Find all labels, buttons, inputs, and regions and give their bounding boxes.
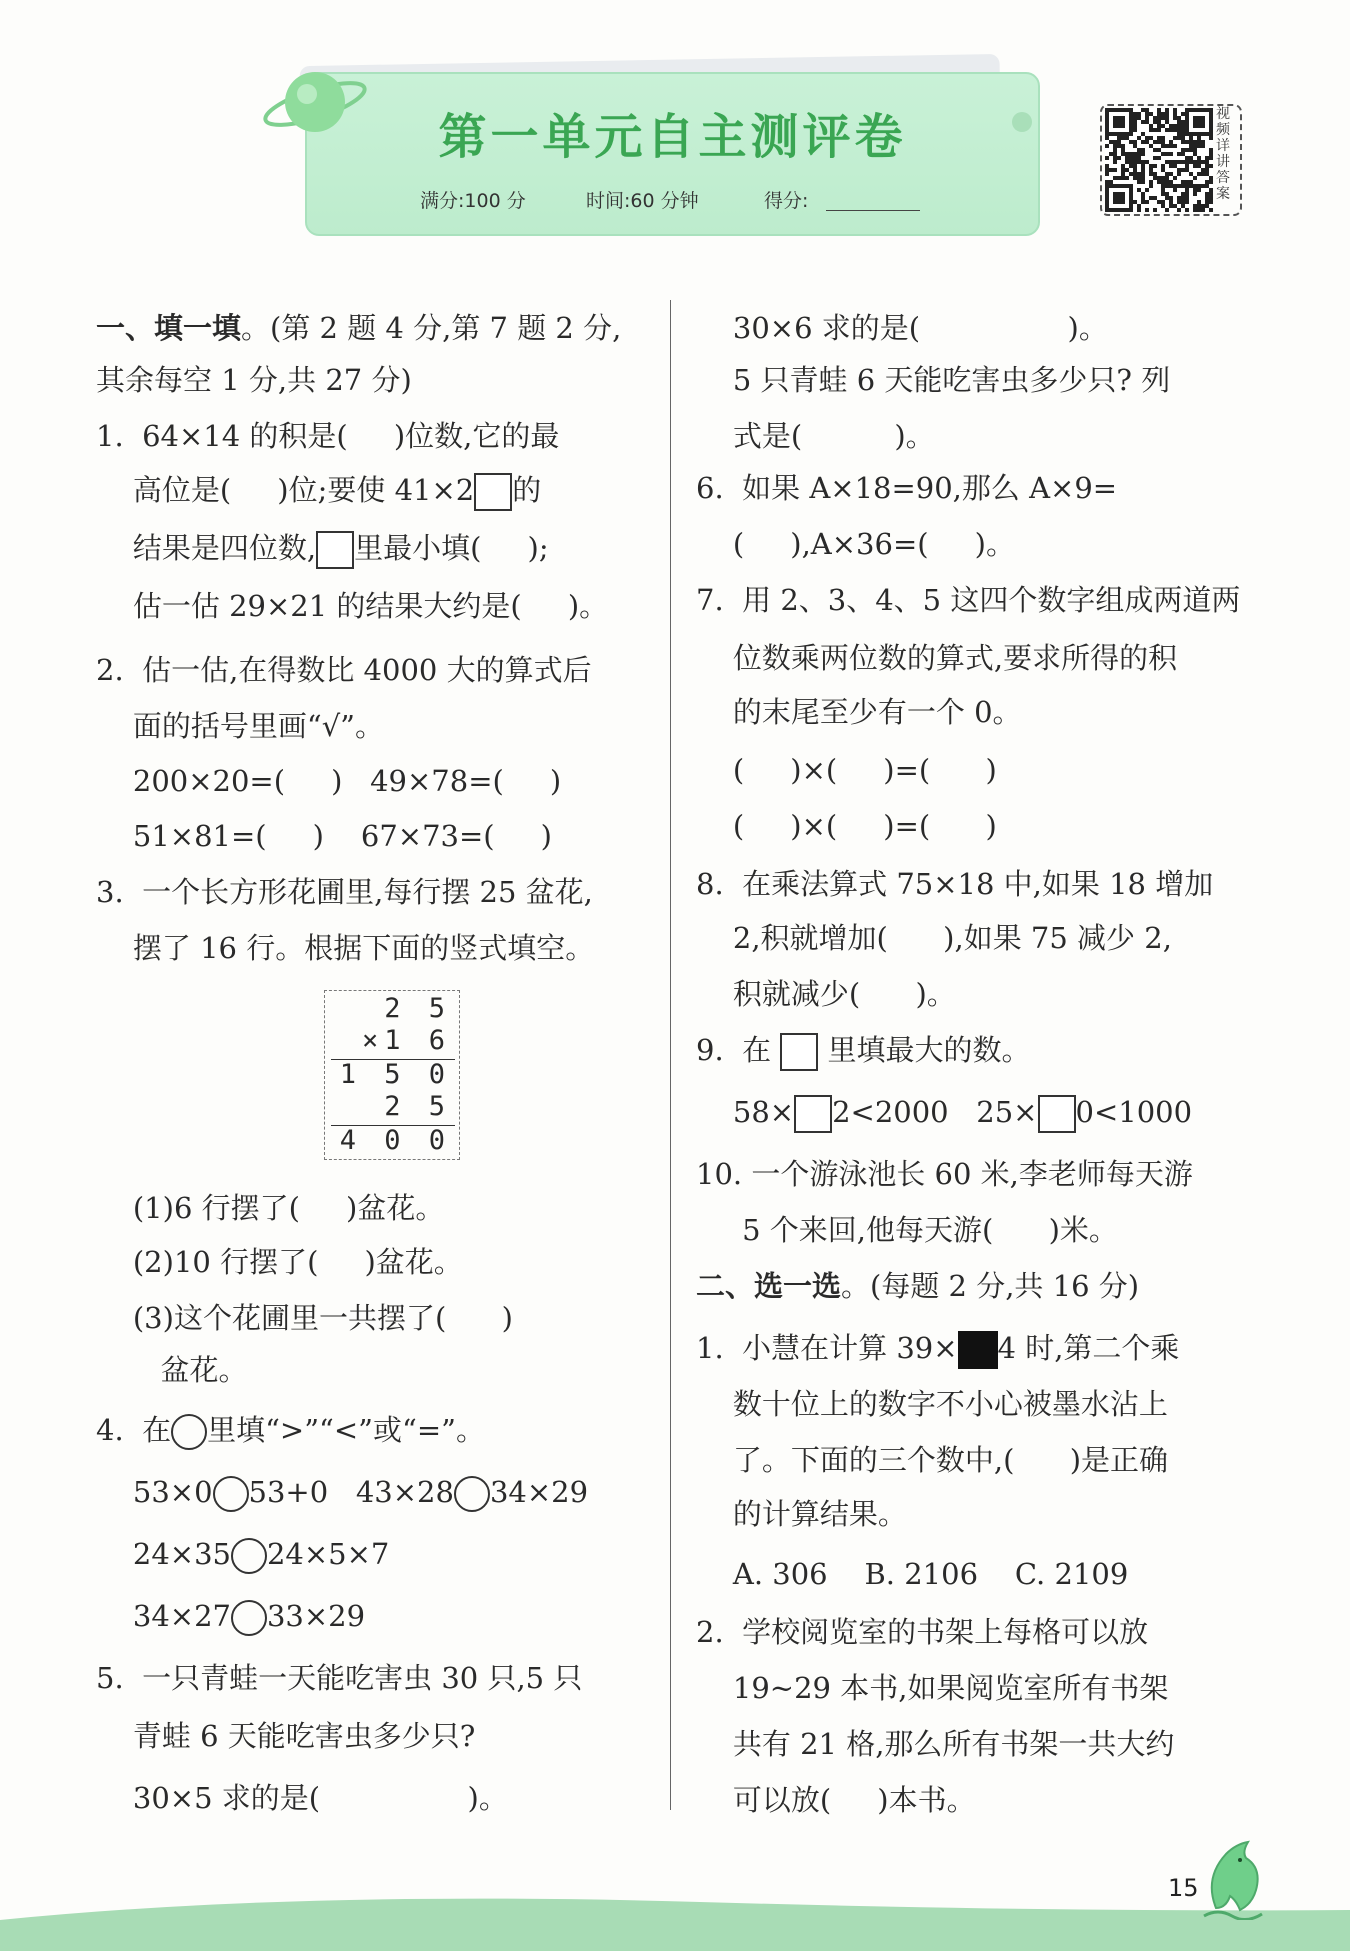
answer-box[interactable] bbox=[316, 531, 354, 569]
score-blank[interactable] bbox=[826, 210, 920, 211]
right-line: 数十位上的数字不小心被墨水沾上 bbox=[696, 1387, 1168, 1421]
right-line: 的末尾至少有一个 0。 bbox=[696, 695, 1022, 729]
left-line: 1. 64×14 的积是( )位数,它的最 bbox=[96, 419, 560, 453]
left-line: 面的括号里画“√”。 bbox=[96, 709, 385, 743]
right-line: ( )×( )=( ) bbox=[696, 753, 997, 787]
score-label: 得分: bbox=[764, 190, 809, 212]
left-line: 结果是四位数, 里最小填( ); bbox=[96, 530, 549, 569]
right-line: ( ),A×36=( )。 bbox=[696, 527, 1015, 561]
right-line: 2. 学校阅览室的书架上每格可以放 bbox=[696, 1615, 1149, 1649]
right-line: 积就减少( )。 bbox=[696, 977, 956, 1011]
left-line: 30×5 求的是( )。 bbox=[96, 1781, 508, 1815]
answer-box[interactable] bbox=[474, 473, 512, 511]
calc-row: 2 5 bbox=[384, 1091, 451, 1122]
time-limit: 时间:60 分钟 bbox=[586, 190, 699, 212]
full-score: 满分:100 分 bbox=[420, 190, 526, 212]
page-number: 15 bbox=[1168, 1874, 1199, 1902]
left-line: 200×20=( ) 49×78=( ) bbox=[96, 764, 562, 798]
right-line: 58× 2<2000 25× 0<1000 bbox=[696, 1094, 1192, 1133]
left-line: 24×35 24×5×7 bbox=[96, 1536, 389, 1574]
left-line: 一、填一填。(第 2 题 4 分,第 7 题 2 分, bbox=[96, 311, 622, 345]
left-line: 2. 估一估,在得数比 4000 大的算式后 bbox=[96, 653, 592, 687]
right-line: 1. 小慧在计算 39× 4 时,第二个乘 bbox=[696, 1330, 1179, 1369]
right-line: 19~29 本书,如果阅览室所有书架 bbox=[696, 1671, 1169, 1705]
qr-caption: 视频详讲答案 bbox=[1216, 106, 1230, 202]
answer-circle[interactable] bbox=[213, 1476, 249, 1512]
left-line: 盆花。 bbox=[96, 1353, 248, 1387]
answer-box[interactable] bbox=[1038, 1095, 1076, 1133]
answer-box[interactable] bbox=[780, 1033, 818, 1071]
right-line: 2,积就增加( ),如果 75 减少 2, bbox=[696, 921, 1172, 955]
page-title: 第一单元自主测评卷 bbox=[438, 109, 907, 165]
right-line: 8. 在乘法算式 75×18 中,如果 18 增加 bbox=[696, 867, 1214, 901]
answer-box[interactable] bbox=[794, 1095, 832, 1133]
qr-code-icon[interactable] bbox=[1105, 108, 1213, 212]
right-line: 30×6 求的是( )。 bbox=[696, 311, 1108, 345]
right-line: 二、选一选。(每题 2 分,共 16 分) bbox=[696, 1269, 1140, 1303]
left-line: 高位是( )位;要使 41×2 的 bbox=[96, 472, 541, 511]
left-line: (1)6 行摆了( )盆花。 bbox=[96, 1191, 445, 1225]
column-divider bbox=[670, 300, 671, 1810]
answer-circle[interactable] bbox=[454, 1476, 490, 1512]
left-line: (2)10 行摆了( )盆花。 bbox=[96, 1245, 463, 1279]
section-heading: 一、填一填 bbox=[96, 311, 242, 345]
calc-row: ×1 6 bbox=[361, 1025, 451, 1056]
left-line: 3. 一个长方形花圃里,每行摆 25 盆花, bbox=[96, 875, 593, 909]
left-line: 51×81=( ) 67×73=( ) bbox=[96, 819, 552, 853]
left-line: 53×0 53+0 43×28 34×29 bbox=[96, 1474, 588, 1512]
right-line: 10. 一个游泳池长 60 米,李老师每天游 bbox=[696, 1157, 1193, 1191]
right-line: 6. 如果 A×18=90,那么 A×9= bbox=[696, 471, 1118, 505]
right-line: 共有 21 格,那么所有书架一共大约 bbox=[696, 1727, 1175, 1761]
dolphin-icon bbox=[1196, 1838, 1270, 1920]
answer-circle[interactable] bbox=[231, 1538, 267, 1574]
right-line: 9. 在 里填最大的数。 bbox=[696, 1032, 1031, 1071]
left-line: 34×27 33×29 bbox=[96, 1598, 365, 1636]
calc-row: 4 0 0 bbox=[339, 1125, 451, 1156]
right-line: 式是( )。 bbox=[696, 419, 935, 453]
ink-blot bbox=[958, 1331, 998, 1369]
left-line: 4. 在 里填“>”“<”或“=”。 bbox=[96, 1412, 485, 1450]
left-line: 摆了 16 行。根据下面的竖式填空。 bbox=[96, 931, 595, 965]
right-line: 的计算结果。 bbox=[696, 1497, 907, 1531]
right-line: 5 个来回,他每天游( )米。 bbox=[696, 1213, 1118, 1247]
right-line: 了。下面的三个数中,( )是正确 bbox=[696, 1443, 1169, 1477]
left-line: 青蛙 6 天能吃害虫多少只? bbox=[96, 1719, 476, 1753]
answer-circle[interactable] bbox=[171, 1414, 207, 1450]
footer-band bbox=[0, 1880, 1350, 1951]
left-line: 其余每空 1 分,共 27 分) bbox=[96, 363, 412, 397]
answer-circle[interactable] bbox=[231, 1600, 267, 1636]
left-line: (3)这个花圃里一共摆了( ) bbox=[96, 1301, 513, 1335]
right-line: A. 306 B. 2106 C. 2109 bbox=[696, 1557, 1129, 1591]
right-line: ( )×( )=( ) bbox=[696, 809, 997, 843]
calc-row: 2 5 bbox=[384, 993, 451, 1024]
left-line: 5. 一只青蛙一天能吃害虫 30 只,5 只 bbox=[96, 1661, 583, 1695]
right-line: 7. 用 2、3、4、5 这四个数字组成两道两 bbox=[696, 583, 1241, 617]
right-line: 可以放( )本书。 bbox=[696, 1783, 976, 1817]
left-line: 估一估 29×21 的结果大约是( )。 bbox=[96, 589, 609, 623]
calc-row: 1 5 0 bbox=[339, 1059, 451, 1090]
vertical-calculation bbox=[324, 990, 460, 1160]
right-line: 5 只青蛙 6 天能吃害虫多少只? 列 bbox=[696, 363, 1171, 397]
section-heading: 二、选一选 bbox=[696, 1269, 842, 1303]
right-line: 位数乘两位数的算式,要求所得的积 bbox=[696, 641, 1178, 675]
